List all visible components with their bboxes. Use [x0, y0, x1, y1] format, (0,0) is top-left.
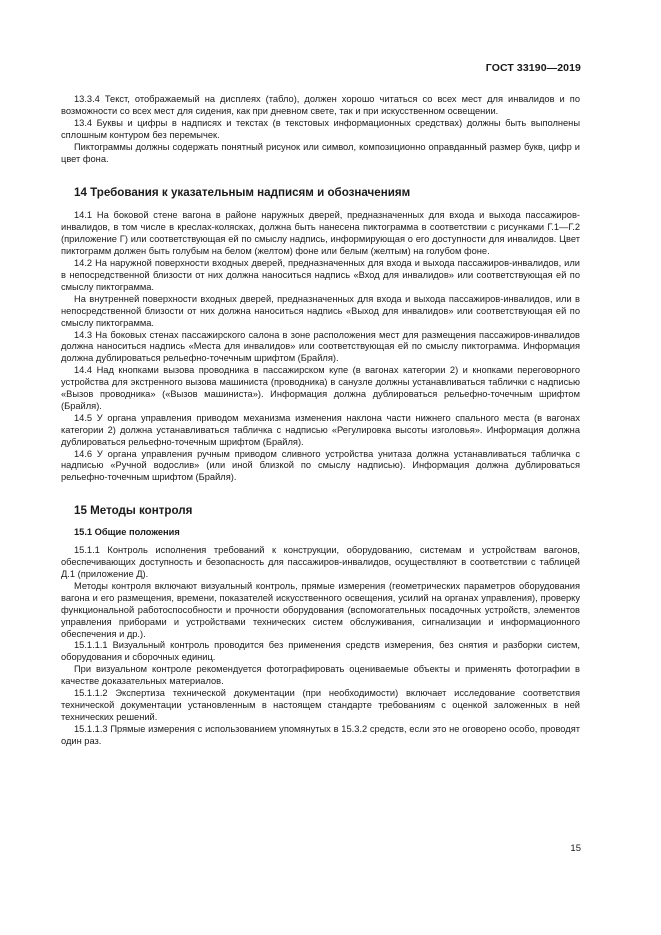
paragraph-control-methods: Методы контроля включают визуальный контроль, прямые измерения (геометрических параметров оборудования вагона и его размещения, времени, показателей искусственного освещения, усилий на органах управления), проверку функциональной работоспособности и прочности оборудования (вспомогательных посадочных устройств, элементов управления приборами и устройствами технических систем обслуживания, сигнализации и информационного обеспечения и др.). — [61, 580, 580, 639]
paragraph-14-4: 14.4 Над кнопками вызова проводника в пассажирском купе (в вагонах категории 2) и кнопками переговорного устройства для экстренного вызова машиниста (проводника) в санузле должны устанавливаться таблички с надписью «Вызов проводника» («Вызов машиниста»). Информация должна дублироваться рельефно-точечным шрифтом (Брайля). — [61, 365, 580, 411]
paragraph-15-1-1-1: 15.1.1.1 Визуальный контроль проводится без применения средств измерения, без снятия и разборки систем, оборудования и сборочных единиц. — [61, 640, 580, 663]
paragraph-14-2-inner: На внутренней поверхности входных дверей, предназначенных для входа и выхода пассажиров-инвалидов, или в непосредственной близости от них должна наноситься надпись «Выход для инвалидов» или соответствующая ей по смыслу пиктограмма. — [61, 293, 580, 328]
paragraph-14-6: 14.6 У органа управления ручным приводом сливного устройства унитаза должна устанавливаться табличка с надписью «Ручной водослив» (или иной близкой по смыслу надписью). Информация должна дублироваться рельефно-точечным шрифтом (Брайля). — [61, 448, 580, 483]
document-id: ГОСТ 33190—2019 — [485, 62, 581, 74]
paragraph-visual-photo: При визуальном контроле рекомендуется фотографировать оцениваемые объекты и применять фотографии в качестве доказательных материалов. — [61, 664, 580, 687]
paragraph-13-4: 13.4 Буквы и цифры в надписях и текстах (в текстовых информационных средствах) должны быть выполнены сплошным контуром без перемычек. — [61, 117, 580, 140]
section-15-heading: 15 Методы контроля — [74, 504, 193, 518]
section-15-1-heading: 15.1 Общие положения — [74, 527, 180, 538]
document-body — [61, 94, 580, 748]
paragraph-14-2: 14.2 На наружной поверхности входных дверей, предназначенных для входа и выхода пассажиров-инвалидов, или в непосредственной близости от них должна наноситься надпись «Вход для инвалидов» или соответствующая ей по смыслу пиктограмма. — [61, 258, 580, 292]
paragraph-13-3-4: 13.3.4 Текст, отображаемый на дисплеях (табло), должен хорошо читаться со всех мест для инвалидов и по возможности со всех мест для сидения, как при дневном свете, так и при искусственном освещении. — [61, 94, 580, 116]
paragraph-14-5: 14.5 У органа управления приводом механизма изменения наклона части нижнего спального места (в вагонах категории 2) должна устанавливаться табличка с надписью «Регулировка высоты изголовья». Информация должна дублироваться рельефно-точечным шрифтом (Брайля). — [61, 412, 580, 447]
paragraph-pictograms: Пиктограммы должны содержать понятный рисунок или символ, композиционно оправданный размер букв, цифр и цвет фона. — [61, 141, 580, 164]
paragraph-14-3: 14.3 На боковых стенах пассажирского салона в зоне расположения мест для размещения пассажиров-инвалидов должна наноситься надпись «Места для инвалидов» или соответствующая ей по смыслу пиктограмма. Информация должна дублироваться рельефно-точечным шрифтом (Брайля). — [61, 329, 580, 364]
paragraph-14-1: 14.1 На боковой стене вагона в районе наружных дверей, предназначенных для входа и выхода пассажиров-инвалидов, в том числе в креслах-колясках, должна быть нанесена пиктограмма в соответствии с рисунками Г.1—Г.2 (приложение Г) или соответствующая ей по смыслу надпись, информирующая о его доступности для инвалидов. Цвет пиктограмм должен быть голубым на белом (желтом) фоне или белым (желтым) на голубом фоне. — [61, 210, 580, 257]
paragraph-15-1-1: 15.1.1 Контроль исполнения требований к конструкции, оборудованию, системам и устройствам вагонов, обеспечивающих доступность и безопасность для пассажиров-инвалидов, осуществляют в соответствии с таблицей Д.1 (приложение Д). — [61, 545, 580, 579]
page-number: 15 — [570, 843, 581, 854]
paragraph-15-1-1-3: 15.1.1.3 Прямые измерения с использованием упомянутых в 15.3.2 средств, если это не оговорено особо, проводят один раз. — [61, 723, 580, 746]
section-14-heading: 14 Требования к указательным надписям и обозначениям — [74, 186, 411, 200]
paragraph-15-1-1-2: 15.1.1.2 Экспертиза технической документации (при необходимости) включает исследование соответствия технической документации установленным в настоящем стандарте требованиям с оценкой заложенных в ней технических решений. — [61, 688, 580, 722]
